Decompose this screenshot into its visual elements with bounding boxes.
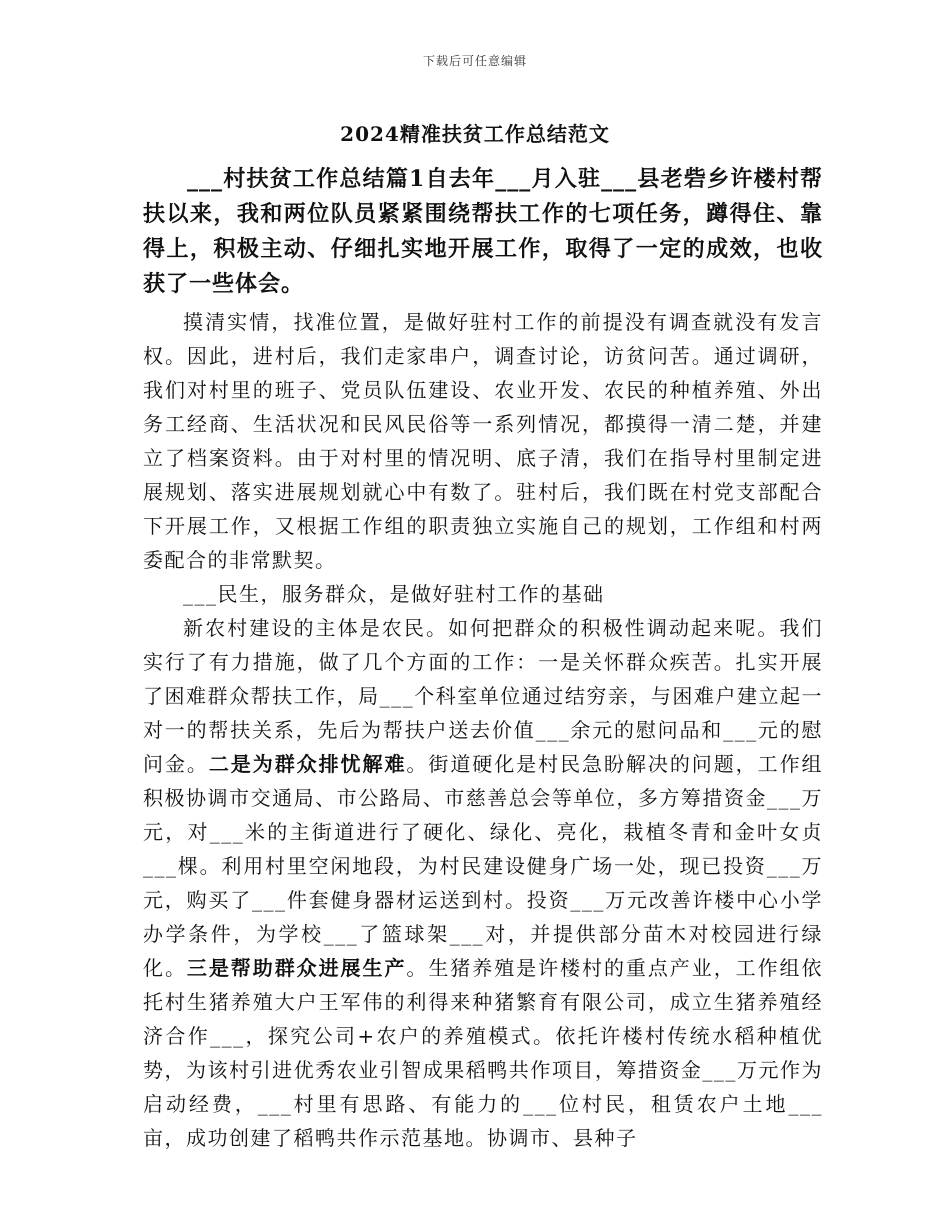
paragraph-livelihood-heading: ___民生，服务群众，是做好驻村工作的基础 xyxy=(183,582,605,606)
measures-text-1: 新农村建设的主体是农民。如何把群众的积极性调动起来呢。我们实行了有力措施，做了几个方面的工作：一是关怀群众疾苦。扎实开展了困难群众帮扶工作，局___个科室单位通过结穷亲，与困难户建立起一对一的帮扶关系，先后为帮扶户送去价值___余元的慰问品和___元的慰问金。 xyxy=(143,616,823,776)
lead-paragraph: ___村扶贫工作总结篇1自去年___月入驻___县老砦乡许楼村帮扶以来，我和两位队员紧紧围绕帮扶工作的七项任务，蹲得住、靠得上，积极主动、仔细扎实地开展工作，取得了一定的成效，也收获了一些体会。 xyxy=(143,166,823,297)
measures-bold-heading-3: 三是帮助群众进展生产 xyxy=(186,956,407,980)
measures-bold-heading-2: 二是为群众排忧解难 xyxy=(208,752,407,776)
paragraph-investigation: 摸清实情，找准位置，是做好驻村工作的前提没有调查就没有发言权。因此，进村后，我们走家串户，调查讨论，访贫问苦。通过调研，我们对村里的班子、党员队伍建设、农业开发、农民的种植养殖、外出务工经商、生活状况和民风民俗等一系列情况，都摸得一清二楚，并建立了档案资料。由于对村里的情况明、底子清，我们在指导村里制定进展规划、落实进展规划就心中有数了。驻村后，我们既在村党支部配合下开展工作，又根据工作组的职责独立实施自己的规划，工作组和村两委配合的非常默契。 xyxy=(143,310,823,572)
header-note: 下载后可任意编辑 xyxy=(422,54,527,68)
document-title: 2024精准扶贫工作总结范文 xyxy=(340,122,610,146)
document-body xyxy=(143,162,823,1155)
measures-text-3: 。生猪养殖是许楼村的重点产业，工作组依托村生猪养殖大户王军伟的利得来种猪繁育有限公司，成立生猪养殖经济合作___，探究公司+农户的养殖模式。依托许楼村传统水稻种植优势，为该村引进优秀农业引智成果稻鸭共作项目，筹措资金___万元作为启动经费，___村里有思路、有能力的___位村民，租赁农户土地___亩，成功创建了稻鸭共作示范基地。协调市、县种子 xyxy=(143,956,824,1150)
measures-text-2: 。街道硬化是村民急盼解决的问题，工作组积极协调市交通局、市公路局、市慈善总会等单位，多方筹措资金___万元，对___米的主街道进行了硬化、绿化、亮化，栽植冬青和金叶女贞___棵。利用村里空闲地段，为村民建设健身广场一处，现已投资___万元，购买了___件套健身器材运送到村。投资___万元改善许楼中心小学办学条件，为学校___了篮球架___对，并提供部分苗木对校园进行绿化。 xyxy=(143,752,824,980)
paragraph-measures xyxy=(143,611,823,1155)
